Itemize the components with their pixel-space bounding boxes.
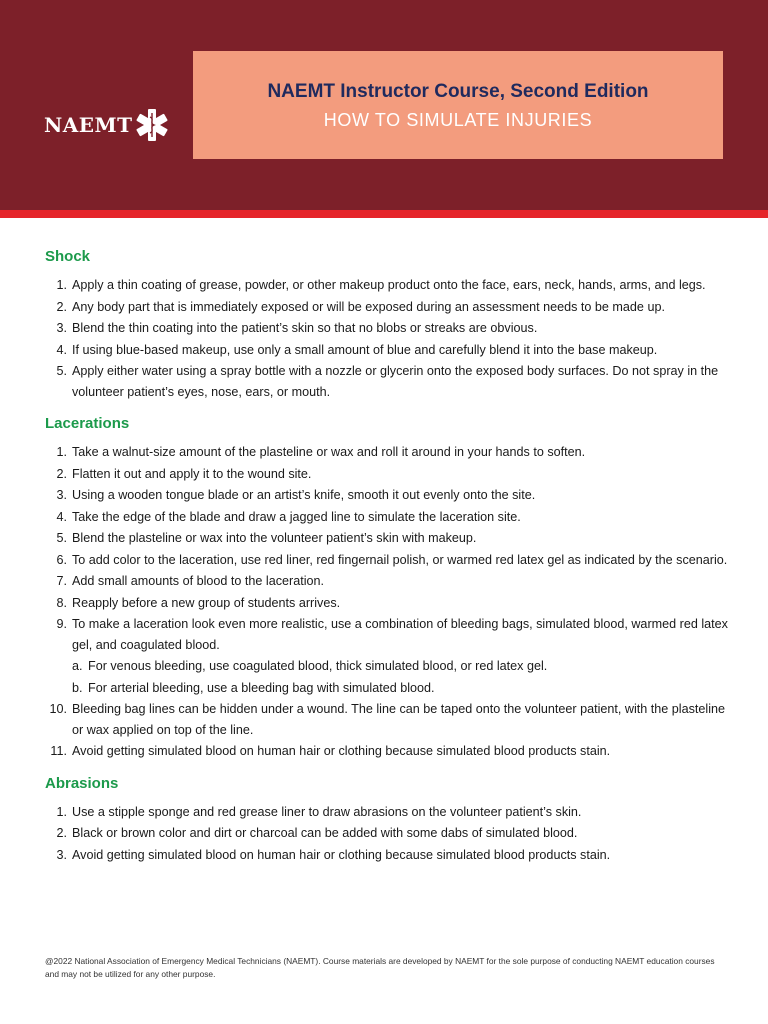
item-letter: b. (72, 680, 83, 695)
list-item (45, 340, 735, 361)
list-item (45, 802, 735, 823)
item-number: 2. (56, 299, 67, 314)
section-abrasions (45, 772, 735, 866)
list-item (45, 485, 735, 506)
item-number: 6. (56, 552, 67, 567)
numbered-list (45, 275, 735, 402)
item-text: To make a laceration look even more realistic, use a combination of bleeding bags, simulated blood, warmed red latex gel, and coagulated blood. (72, 617, 728, 652)
item-number: 3. (56, 847, 67, 862)
sub-list-item (72, 678, 735, 699)
list-item (45, 528, 735, 549)
item-number: 8. (56, 595, 67, 610)
list-item (45, 614, 735, 698)
item-number: 1. (56, 278, 67, 292)
item-text: Take a walnut-size amount of the plasteline or wax and roll it around in your hands to soften. (72, 445, 586, 459)
section-lacerations (45, 412, 735, 762)
item-text: Bleeding bag lines can be hidden under a wound. The line can be taped onto the volunteer patient, with the plasteline or wax applied on top of the line. (72, 702, 726, 737)
item-text: Reapply before a new group of students arrives. (72, 595, 341, 610)
sub-list (72, 656, 735, 698)
section-title: Abrasions (45, 774, 119, 792)
logo-text: NAEMT (44, 113, 133, 137)
item-number: 4. (56, 342, 67, 357)
item-number: 9. (56, 617, 67, 631)
list-item (45, 275, 735, 296)
item-number: 4. (56, 509, 67, 524)
item-letter: a. (72, 659, 83, 673)
list-item (45, 318, 735, 339)
item-number: 5. (56, 531, 67, 545)
list-item (45, 442, 735, 463)
item-text: Avoid getting simulated blood on human hair or clothing because simulated blood products stain. (72, 744, 611, 758)
list-item (45, 699, 735, 740)
item-text: Flatten it out and apply it to the wound site. (72, 466, 312, 481)
item-text: Blend the plasteline or wax into the volunteer patient’s skin with makeup. (72, 531, 477, 545)
list-item (45, 507, 735, 528)
item-number: 5. (56, 364, 67, 378)
content (45, 245, 735, 875)
list-item (45, 464, 735, 485)
item-text: Black or brown color and dirt or charcoal can be added with some dabs of simulated blood. (72, 826, 578, 840)
item-text: Apply either water using a spray bottle with a nozzle or glycerin onto the exposed body surfaces. Do not spray in the volunteer patient’s eyes, nose, ears, or mouth. (72, 364, 719, 399)
item-text: To add color to the laceration, use red liner, red fingernail polish, or warmed red latex gel as indicated by the scenario. (72, 552, 728, 567)
numbered-list (45, 442, 735, 762)
list-item (45, 845, 735, 866)
section-shock (45, 245, 735, 402)
naemt-logo (44, 107, 170, 143)
item-text: Take the edge of the blade and draw a jagged line to simulate the laceration site. (72, 509, 521, 524)
numbered-list (45, 802, 735, 866)
list-item (45, 741, 735, 762)
item-number: 2. (56, 826, 67, 840)
section-title: Lacerations (45, 415, 130, 432)
item-number: 3. (56, 488, 67, 502)
item-number: 11. (50, 744, 67, 758)
header-stripe (0, 210, 768, 218)
item-number: 2. (56, 466, 67, 481)
item-text: If using blue-based makeup, use only a small amount of blue and carefully blend it into the base makeup. (72, 342, 658, 357)
list-item (45, 297, 735, 318)
item-number: 1. (56, 445, 67, 459)
list-item (45, 823, 735, 844)
item-number: 7. (56, 574, 67, 588)
copyright-footer: @2022 National Association of Emergency Medical Technicians (NAEMT). Course materials are developed by NAEMT for the sole purpose of conducting NAEMT education courses and may not be utilized for any other purpose. (45, 956, 715, 979)
item-text: Blend the thin coating into the patient’s skin so that no blobs or streaks are obvious. (72, 321, 538, 335)
list-item (45, 361, 735, 402)
item-text: Using a wooden tongue blade or an artist’s knife, smooth it out evenly onto the site. (72, 488, 536, 502)
document-subtitle: HOW TO SIMULATE INJURIES (323, 110, 593, 130)
item-text: Apply a thin coating of grease, powder, or other makeup product onto the face, ears, neck, hands, arms, and legs. (72, 278, 706, 292)
sub-list-item (72, 656, 735, 677)
item-number: 1. (56, 804, 67, 819)
item-text: Add small amounts of blood to the laceration. (72, 574, 325, 588)
item-number: 10. (49, 702, 67, 716)
item-text: Use a stipple sponge and red grease liner to draw abrasions on the volunteer patient’s skin. (72, 804, 582, 819)
item-text: For arterial bleeding, use a bleeding bag with simulated blood. (88, 680, 435, 695)
list-item (45, 550, 735, 571)
list-item (45, 571, 735, 592)
item-number: 3. (56, 321, 67, 335)
item-text: Avoid getting simulated blood on human hair or clothing because simulated blood products stain. (72, 847, 611, 862)
item-text: Any body part that is immediately exposed or will be exposed during an assessment needs to be made up. (72, 299, 665, 314)
document-title: NAEMT Instructor Course, Second Edition (267, 81, 649, 102)
list-item (45, 593, 735, 614)
section-title: Shock (45, 248, 91, 265)
title-box (193, 51, 723, 159)
item-text: For venous bleeding, use coagulated blood, thick simulated blood, or red latex gel. (88, 659, 548, 673)
star-of-life-icon (134, 107, 170, 143)
